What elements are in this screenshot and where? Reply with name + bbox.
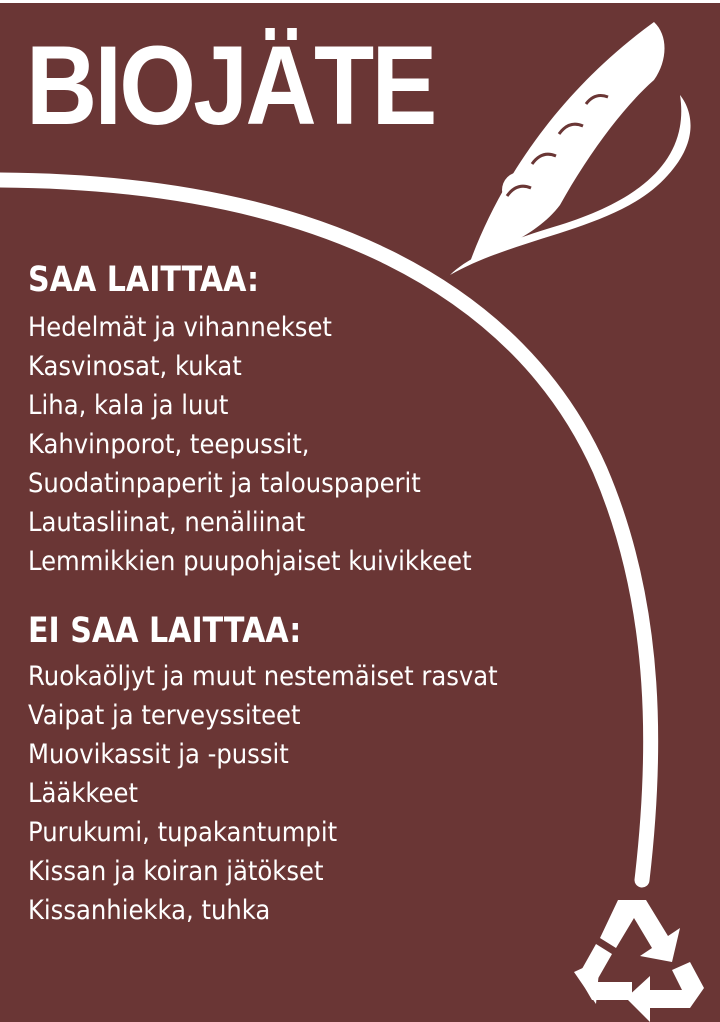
pea <box>502 172 538 208</box>
forbidden-item: Purukumi, tupakantumpit <box>28 817 338 848</box>
allowed-list <box>28 308 521 581</box>
pea <box>607 55 637 85</box>
pea <box>554 110 590 146</box>
allowed-item: Liha, kala ja luut <box>28 390 229 421</box>
allowed-item: Lautasliinat, nenäliinat <box>28 507 306 538</box>
allowed-item: Kasvinosat, kukat <box>28 351 242 382</box>
forbidden-item: Kissan ja koiran jätökset <box>28 856 324 887</box>
page-title: BIOJÄTE <box>26 23 435 148</box>
pea <box>527 140 563 176</box>
pea <box>581 81 615 115</box>
forbidden-item: Lääkkeet <box>28 778 139 809</box>
top-edge <box>0 0 720 3</box>
recycle-arrow-left-head <box>574 960 600 1004</box>
recycle-icon <box>574 900 704 1022</box>
allowed-item: Suodatinpaperit ja talouspaperit <box>28 468 421 499</box>
allowed-item: Lemmikkien puupohjaiset kuivikkeet <box>28 546 472 577</box>
forbidden-heading: EI SAA LAITTAA: <box>28 611 302 651</box>
forbidden-list <box>28 657 550 930</box>
forbidden-item: Kissanhiekka, tuhka <box>28 895 271 926</box>
recycle-arrow-right <box>626 962 704 1022</box>
allowed-heading: SAA LAITTAA: <box>28 260 260 300</box>
forbidden-item: Ruokaöljyt ja muut nestemäiset rasvat <box>28 661 498 692</box>
allowed-item: Hedelmät ja vihannekset <box>28 312 332 343</box>
pea-pod-icon <box>450 22 691 275</box>
forbidden-item: Muovikassit ja -pussit <box>28 739 289 770</box>
recycle-arrow-top <box>600 900 680 962</box>
allowed-item: Kahvinporot, teepussit, <box>28 429 310 460</box>
forbidden-item: Vaipat ja terveyssiteet <box>28 700 301 731</box>
